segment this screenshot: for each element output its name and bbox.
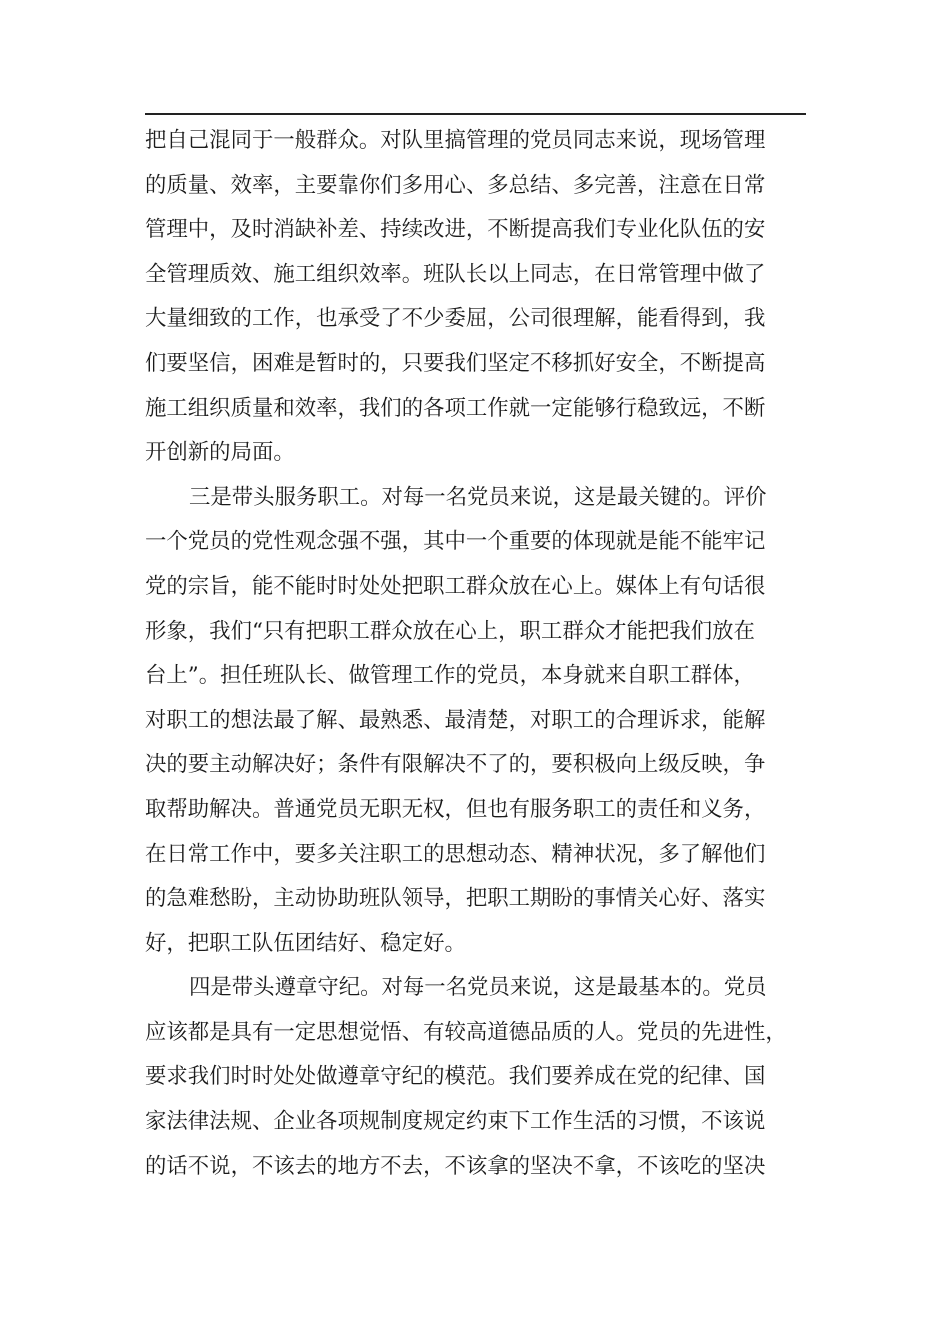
text-line: 管理中，及时消缺补差、持续改进，不断提高我们专业化队伍的安 xyxy=(145,217,766,243)
text-line: 党的宗旨，能不能时时处处把职工群众放在心上。媒体上有句话很 xyxy=(145,573,766,599)
paragraph-start-line: 三是带头服务职工。对每一名党员来说，这是最关键的。评价 xyxy=(189,484,767,510)
text-line: 在日常工作中，要多关注职工的思想动态、精神状况，多了解他们 xyxy=(145,841,766,867)
text-line: 对职工的想法最了解、最熟悉、最清楚，对职工的合理诉求，能解 xyxy=(145,707,766,733)
text-line: 施工组织质量和效率，我们的各项工作就一定能够行稳致远，不断 xyxy=(145,395,766,421)
body-text xyxy=(145,119,825,1189)
text-line: 好，把职工队伍团结好、稳定好。 xyxy=(145,930,466,956)
text-line: 一个党员的党性观念强不强，其中一个重要的体现就是能不能牢记 xyxy=(145,529,766,555)
text-line: 要求我们时时处处做遵章守纪的模范。我们要养成在党的纪律、国 xyxy=(145,1064,766,1090)
text-line: 大量细致的工作，也承受了不少委屈，公司很理解，能看得到，我 xyxy=(145,306,766,332)
text-line: 台上”。担任班队长、做管理工作的党员，本身就来自职工群体， xyxy=(145,663,755,689)
text-line: 的话不说，不该去的地方不去，不该拿的坚决不拿，不该吃的坚决 xyxy=(145,1153,766,1179)
paragraph-start-line: 四是带头遵章守纪。对每一名党员来说，这是最基本的。党员 xyxy=(189,975,767,1001)
text-line: 把自己混同于一般群众。对队里搞管理的党员同志来说，现场管理 xyxy=(145,128,766,153)
text-line: 决的要主动解决好；条件有限解决不了的，要积极向上级反映，争 xyxy=(145,752,766,778)
text-line: 形象，我们“只有把职工群众放在心上，职工群众才能把我们放在 xyxy=(145,618,755,644)
header-rule xyxy=(145,113,806,115)
text-line: 应该都是具有一定思想觉悟、有较高道德品质的人。党员的先进性， xyxy=(145,1019,787,1045)
text-line: 的急难愁盼，主动协助班队领导，把职工期盼的事情关心好、落实 xyxy=(145,886,766,912)
text-line: 开创新的局面。 xyxy=(145,440,295,466)
text-line: 的质量、效率，主要靠你们多用心、多总结、多完善，注意在日常 xyxy=(145,172,766,198)
text-line: 取帮助解决。普通党员无职无权，但也有服务职工的责任和义务， xyxy=(145,796,766,822)
text-line: 们要坚信，困难是暂时的，只要我们坚定不移抓好安全，不断提高 xyxy=(145,350,766,376)
text-line: 家法律法规、企业各项规制度规定约束下工作生活的习惯，不该说 xyxy=(145,1109,766,1135)
text-line: 全管理质效、施工组织效率。班队长以上同志，在日常管理中做了 xyxy=(145,261,766,287)
